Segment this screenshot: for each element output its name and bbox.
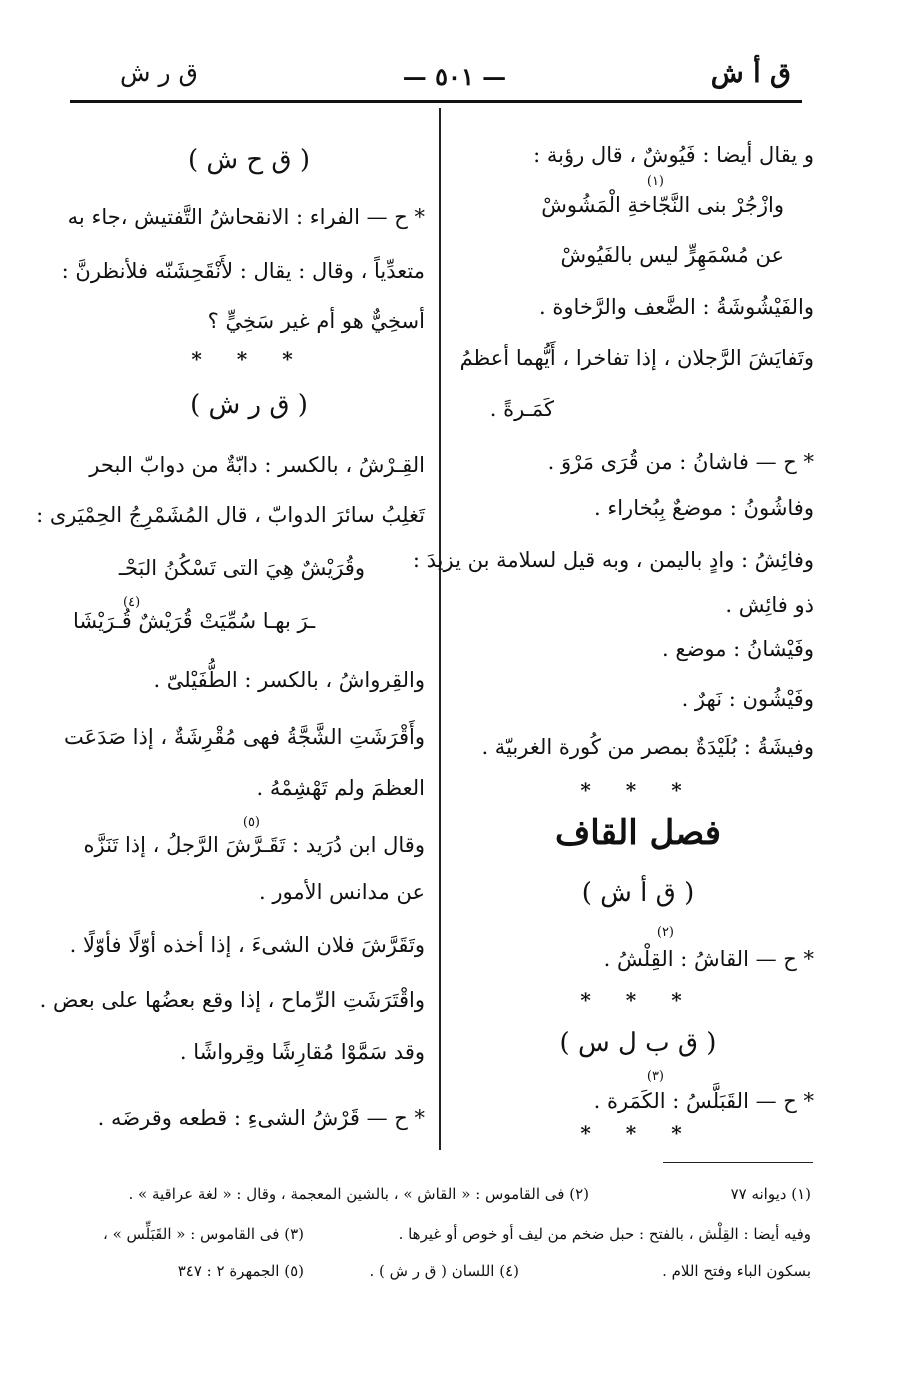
footnote-ref: (٤) <box>123 595 141 610</box>
verse-line: عن مُسْمَهِرٍّ ليس بالفَيُوشْ <box>560 243 784 267</box>
footnote: (٢) فى القاموس : « القاش » ، بالشين المعجمة ، وقال : « لغة عراقية » . <box>128 1185 589 1203</box>
text-line: * ح — قَرْشُ الشىءِ : قطعه وقرضَه . <box>97 1106 425 1130</box>
footnote: بسكون الباء وفتح اللام . <box>662 1262 811 1280</box>
text-line: العظمَ ولم تَهْشِمْهُ . <box>256 776 425 800</box>
verse-line: وقُرَيْشٌ هِيَ التى تَسْكُنُ البَحْـ <box>118 556 365 580</box>
text-line: والفَيْشُوشَةُ : الضَّعف والرَّخاوة . <box>538 295 814 319</box>
text-line: وفَيْشُون : نَهرٌ . <box>681 687 814 711</box>
text-line: وأَقْرَشَتِ الشَّجَّةُ فهى مُقْرِشَةٌ ، إذا صَدَعَت <box>64 725 425 749</box>
footnote: (١) ديوانه ٧٧ <box>730 1185 811 1203</box>
verse-line: وازْجُرْ بنى النَّجّاخةِ الْمَشُوشْ <box>541 193 784 217</box>
running-head-root-left: ق ر ش <box>120 58 198 87</box>
section-separator: * * * <box>580 1121 696 1145</box>
text-line: متعدِّياً ، وقال : يقال : لأَنْقَحِشَنّه فلأنظرنَّ : <box>61 259 425 283</box>
text-line: * ح — القاشُ : القِلْشُ . <box>603 947 814 971</box>
text-line: * ح — الفراء : الانقحاشُ التَّفتيش ،جاء به <box>67 205 425 229</box>
text-line: وفيشَةُ : بُلَيْدَةٌ بمصر من كُورة الغربيّة . <box>481 735 814 759</box>
text-line: و يقال أيضا : فَيُوشٌ ، قال رؤبة : <box>533 143 814 167</box>
footnote: (٤) اللسان ( ق ر ش ) . <box>369 1262 519 1280</box>
text-line: والقِرواشُ ، بالكسر : الطُّفَيْلىّ . <box>153 668 425 692</box>
header-rule <box>70 100 802 103</box>
section-separator: * * * <box>580 778 696 802</box>
section-separator: * * * <box>580 988 696 1012</box>
text-line: وفائِشُ : وادٍ باليمن ، وبه قيل لسلامة بن يزيدَ : <box>412 548 814 572</box>
footnote: (٣) فى القاموس : « القَبَلِّس » ، <box>102 1225 304 1243</box>
footnote-ref: (٣) <box>646 1069 664 1084</box>
root-heading: ( ق أ ش ) <box>581 878 695 908</box>
column-divider <box>439 108 441 1150</box>
text-line: وقال ابن دُرَيد : تَقَـرَّشَ الرَّجلُ ، إذا تَنَزَّه <box>83 833 425 857</box>
text-line: وقد سَمَّوْا مُقارِشًا وقِرواشًا . <box>179 1040 425 1064</box>
footnote-ref: (١) <box>646 174 664 189</box>
section-separator: * * * <box>191 347 307 371</box>
text-line: القِـرْشُ ، بالكسر : دابّةٌ من دوابّ البحر <box>89 453 425 477</box>
text-line: * ح — القَبَلَّسُ : الكَمَرة . <box>593 1089 814 1113</box>
verse-line: ـرَ بهـا سُمِّيَتْ قُرَيْشٌ قُـرَيْشَا <box>73 609 316 633</box>
text-line: تَغلِبُ سائرَ الدوابّ ، قال المُشَمْرِجُ الحِمْيَرى : <box>36 503 425 527</box>
footnote: (٥) الجمهرة ٢ : ٣٤٧ <box>177 1262 304 1280</box>
text-line: أسخِيٌّ هو أم غير سَخِيٍّ ؟ <box>207 309 425 333</box>
root-heading: ( ق ب ل س ) <box>559 1028 717 1058</box>
text-line: وفاشُونُ : موضعٌ بِبُخاراء . <box>594 496 814 520</box>
footnote-rule <box>663 1162 813 1163</box>
section-heading: فصل القاف <box>555 813 721 853</box>
root-heading: ( ق ح ش ) <box>187 145 311 175</box>
footnote-ref: (٢) <box>656 925 674 940</box>
footnote-ref: (٥) <box>242 815 260 830</box>
text-line: كَمَـرةً . <box>489 397 554 421</box>
root-heading: ( ق ر ش ) <box>190 390 308 420</box>
text-line: وفَيْشانُ : موضع . <box>662 637 814 661</box>
text-line: * ح — فاشانُ : من قُرَى مَرْوَ . <box>547 450 814 474</box>
running-head-root-right: ق أ ش <box>710 58 791 89</box>
text-line: ذو فائِش . <box>725 593 814 617</box>
footnote: وفيه أيضا : القِلْش ، بالفتح : حبل ضخم من ليف أو خوص أو غيرها . <box>398 1225 811 1243</box>
text-line: واقْتَرَشَتِ الرِّماح ، إذا وقع بعضُها على بعض . <box>39 988 425 1012</box>
text-line: عن مدانس الأمور . <box>259 880 425 904</box>
text-line: وتَفايَشَ الرَّجلان ، إذا تفاخرا ، أَيُّهما أعظمُ <box>459 346 814 370</box>
page-number: — ٥٠١ — <box>402 62 507 91</box>
text-line: وتَقَرَّشَ فلان الشىءَ ، إذا أخذه أوّلًا فأوّلًا . <box>69 933 425 957</box>
